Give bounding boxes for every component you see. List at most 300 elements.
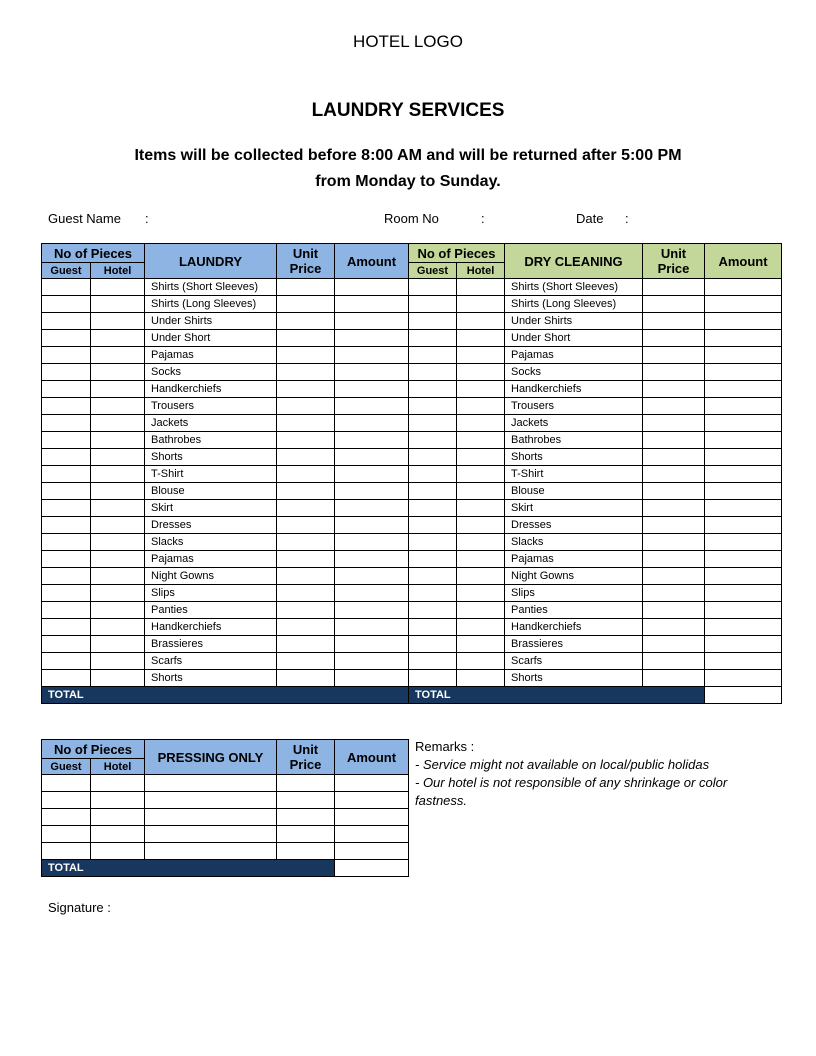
pressing-unit-price-cell[interactable] bbox=[277, 809, 335, 826]
laundry-item: Jackets bbox=[145, 415, 277, 432]
date-colon: : bbox=[625, 211, 629, 226]
pressing-total-text: TOTAL bbox=[48, 862, 84, 874]
dry-unit-price-cell[interactable] bbox=[643, 415, 705, 432]
dry-guest-cell[interactable] bbox=[409, 466, 457, 483]
dry-amount-cell[interactable] bbox=[705, 585, 782, 602]
laundry-unit-price-cell[interactable] bbox=[277, 568, 335, 585]
dry-unit-price-cell[interactable] bbox=[643, 466, 705, 483]
pressing-hotel-cell[interactable] bbox=[91, 809, 145, 826]
laundry-amount-cell[interactable] bbox=[335, 279, 409, 296]
dry-amount-cell[interactable] bbox=[705, 296, 782, 313]
remarks-line-2-text: - Our hotel is not responsible of any shrinkage or color bbox=[415, 775, 728, 790]
pressing-hotel-cell[interactable] bbox=[91, 792, 145, 809]
laundry-hotel-cell[interactable] bbox=[91, 381, 145, 398]
dry-hotel-cell[interactable] bbox=[457, 585, 505, 602]
dry-unit-price-cell[interactable] bbox=[643, 449, 705, 466]
table-row bbox=[42, 449, 782, 466]
dry-amount-cell[interactable] bbox=[705, 534, 782, 551]
laundry-hotel-cell[interactable] bbox=[91, 653, 145, 670]
subtitle bbox=[60, 143, 756, 195]
laundry-item: Panties bbox=[145, 602, 277, 619]
dry-item: Under Short bbox=[505, 330, 643, 347]
dry-hotel-cell[interactable] bbox=[457, 670, 505, 687]
laundry-item: Pajamas bbox=[145, 551, 277, 568]
pressing-amount-cell[interactable] bbox=[335, 826, 409, 843]
table-row bbox=[42, 364, 782, 381]
laundry-guest-cell[interactable] bbox=[42, 313, 91, 330]
laundry-amount-cell[interactable] bbox=[335, 466, 409, 483]
guest-name-colon: : bbox=[145, 211, 149, 226]
laundry-unit-price-cell[interactable] bbox=[277, 381, 335, 398]
dry-unit-price-cell[interactable] bbox=[643, 483, 705, 500]
dry-hotel-cell[interactable] bbox=[457, 381, 505, 398]
laundry-item: Trousers bbox=[145, 398, 277, 415]
hotel-logo: HOTEL LOGO bbox=[353, 32, 463, 51]
table-row bbox=[42, 398, 782, 415]
laundry-guest-cell[interactable] bbox=[42, 364, 91, 381]
pressing-unit-price-header bbox=[277, 740, 335, 775]
laundry-guest-cell[interactable] bbox=[42, 619, 91, 636]
laundry-guest-cell[interactable] bbox=[42, 653, 91, 670]
laundry-guest-cell[interactable] bbox=[42, 398, 91, 415]
laundry-guest-cell[interactable] bbox=[42, 432, 91, 449]
dry-hotel-header: Hotel bbox=[457, 263, 505, 279]
dry-item: Panties bbox=[505, 602, 643, 619]
laundry-hotel-cell[interactable] bbox=[91, 432, 145, 449]
dry-guest-cell[interactable] bbox=[409, 500, 457, 517]
laundry-hotel-cell[interactable] bbox=[91, 500, 145, 517]
dry-hotel-cell[interactable] bbox=[457, 602, 505, 619]
laundry-hotel-cell[interactable] bbox=[91, 483, 145, 500]
dry-unit-price-cell[interactable] bbox=[643, 670, 705, 687]
dry-hotel-cell[interactable] bbox=[457, 483, 505, 500]
dry-guest-cell[interactable] bbox=[409, 449, 457, 466]
dry-hotel-cell[interactable] bbox=[457, 534, 505, 551]
pressing-hotel-cell[interactable] bbox=[91, 826, 145, 843]
laundry-amount-cell[interactable] bbox=[335, 602, 409, 619]
laundry-amount-cell[interactable] bbox=[335, 585, 409, 602]
laundry-amount-cell[interactable] bbox=[335, 432, 409, 449]
pressing-item-cell[interactable] bbox=[145, 809, 277, 826]
dry-hotel-cell[interactable] bbox=[457, 415, 505, 432]
laundry-amount-cell[interactable] bbox=[335, 653, 409, 670]
laundry-hotel-cell[interactable] bbox=[91, 636, 145, 653]
dry-amount-cell[interactable] bbox=[705, 415, 782, 432]
pressing-guest-cell[interactable] bbox=[42, 826, 91, 843]
laundry-unit-price-cell[interactable] bbox=[277, 432, 335, 449]
dry-item: Shirts (Short Sleeves) bbox=[505, 279, 643, 296]
dry-unit-price-cell[interactable] bbox=[643, 432, 705, 449]
dry-amount-cell[interactable] bbox=[705, 347, 782, 364]
dry-amount-cell[interactable] bbox=[705, 517, 782, 534]
laundry-item: Shirts (Short Sleeves) bbox=[145, 279, 277, 296]
dry-guest-cell[interactable] bbox=[409, 330, 457, 347]
pressing-unit-price-cell[interactable] bbox=[277, 843, 335, 860]
laundry-hotel-cell[interactable] bbox=[91, 619, 145, 636]
dry-unit-price-cell[interactable] bbox=[643, 500, 705, 517]
dry-unit-price-cell[interactable] bbox=[643, 585, 705, 602]
dry-guest-cell[interactable] bbox=[409, 381, 457, 398]
laundry-price-label: Price bbox=[289, 261, 322, 276]
laundry-guest-cell[interactable] bbox=[42, 602, 91, 619]
pressing-table bbox=[41, 739, 409, 877]
laundry-amount-cell[interactable] bbox=[335, 534, 409, 551]
pressing-header: PRESSING ONLY bbox=[145, 740, 277, 775]
laundry-unit-price-cell[interactable] bbox=[277, 670, 335, 687]
pressing-amount-cell[interactable] bbox=[335, 843, 409, 860]
laundry-amount-cell[interactable] bbox=[335, 381, 409, 398]
laundry-guest-cell[interactable] bbox=[42, 466, 91, 483]
pressing-amount-cell[interactable] bbox=[335, 809, 409, 826]
pressing-item-cell[interactable] bbox=[145, 775, 277, 792]
laundry-guest-cell[interactable] bbox=[42, 483, 91, 500]
laundry-guest-cell[interactable] bbox=[42, 296, 91, 313]
dry-unit-price-cell[interactable] bbox=[643, 534, 705, 551]
dry-amount-cell[interactable] bbox=[705, 432, 782, 449]
laundry-hotel-cell[interactable] bbox=[91, 296, 145, 313]
table-row bbox=[42, 653, 782, 670]
dry-item: Brassieres bbox=[505, 636, 643, 653]
date-label: Date bbox=[576, 211, 604, 226]
laundry-hotel-cell[interactable] bbox=[91, 415, 145, 432]
dry-guest-cell[interactable] bbox=[409, 517, 457, 534]
dry-unit-price-cell[interactable] bbox=[643, 296, 705, 313]
dry-cleaning-header: DRY CLEANING bbox=[505, 244, 643, 279]
dry-item: Dresses bbox=[505, 517, 643, 534]
page-title: LAUNDRY SERVICES bbox=[311, 100, 505, 121]
laundry-unit-price-cell[interactable] bbox=[277, 279, 335, 296]
laundry-guest-cell[interactable] bbox=[42, 415, 91, 432]
dry-hotel-cell[interactable] bbox=[457, 296, 505, 313]
laundry-hotel-cell[interactable] bbox=[91, 398, 145, 415]
laundry-hotel-cell[interactable] bbox=[91, 330, 145, 347]
laundry-hotel-cell[interactable] bbox=[91, 534, 145, 551]
dry-hotel-cell[interactable] bbox=[457, 432, 505, 449]
dry-guest-cell[interactable] bbox=[409, 313, 457, 330]
pressing-total-amount[interactable] bbox=[335, 860, 409, 877]
pressing-hotel-cell[interactable] bbox=[91, 775, 145, 792]
subtitle-line-2: from Monday to Sunday. bbox=[315, 173, 501, 190]
laundry-item: Socks bbox=[145, 364, 277, 381]
dry-guest-cell[interactable] bbox=[409, 585, 457, 602]
laundry-hotel-cell[interactable] bbox=[91, 585, 145, 602]
dry-guest-cell[interactable] bbox=[409, 636, 457, 653]
dry-amount-cell[interactable] bbox=[705, 619, 782, 636]
laundry-guest-cell[interactable] bbox=[42, 568, 91, 585]
laundry-amount-cell[interactable] bbox=[335, 568, 409, 585]
laundry-item: Skirt bbox=[145, 500, 277, 517]
dry-amount-cell[interactable] bbox=[705, 636, 782, 653]
dry-item: Bathrobes bbox=[505, 432, 643, 449]
laundry-amount-cell[interactable] bbox=[335, 364, 409, 381]
laundry-amount-cell[interactable] bbox=[335, 500, 409, 517]
remarks bbox=[415, 738, 755, 810]
laundry-item: Handkerchiefs bbox=[145, 619, 277, 636]
dry-hotel-cell[interactable] bbox=[457, 636, 505, 653]
laundry-hotel-cell[interactable] bbox=[91, 313, 145, 330]
dry-hotel-cell[interactable] bbox=[457, 653, 505, 670]
laundry-item: Blouse bbox=[145, 483, 277, 500]
remarks-line-1 bbox=[415, 756, 755, 774]
room-no-colon: : bbox=[481, 211, 485, 226]
table-row bbox=[42, 551, 782, 568]
dry-guest-cell[interactable] bbox=[409, 602, 457, 619]
laundry-amount-cell[interactable] bbox=[335, 449, 409, 466]
laundry-guest-cell[interactable] bbox=[42, 500, 91, 517]
laundry-unit-price-cell[interactable] bbox=[277, 534, 335, 551]
laundry-guest-cell[interactable] bbox=[42, 534, 91, 551]
dry-amount-cell[interactable] bbox=[705, 364, 782, 381]
dry-amount-cell[interactable] bbox=[705, 381, 782, 398]
dry-hotel-cell[interactable] bbox=[457, 347, 505, 364]
pressing-amount-cell[interactable] bbox=[335, 775, 409, 792]
pressing-hotel-cell[interactable] bbox=[91, 843, 145, 860]
laundry-hotel-cell[interactable] bbox=[91, 602, 145, 619]
pressing-unit-label: Unit bbox=[292, 742, 319, 757]
laundry-amount-cell[interactable] bbox=[335, 313, 409, 330]
dry-hotel-cell[interactable] bbox=[457, 330, 505, 347]
laundry-item: Scarfs bbox=[145, 653, 277, 670]
laundry-guest-cell[interactable] bbox=[42, 279, 91, 296]
laundry-amount-cell[interactable] bbox=[335, 347, 409, 364]
laundry-unit-price-cell[interactable] bbox=[277, 585, 335, 602]
dry-item: Blouse bbox=[505, 483, 643, 500]
dry-hotel-cell[interactable] bbox=[457, 619, 505, 636]
dry-unit-price-cell[interactable] bbox=[643, 551, 705, 568]
laundry-guest-cell[interactable] bbox=[42, 585, 91, 602]
dry-amount-cell[interactable] bbox=[705, 653, 782, 670]
table-row bbox=[42, 568, 782, 585]
laundry-unit-price-cell[interactable] bbox=[277, 330, 335, 347]
laundry-item: Brassieres bbox=[145, 636, 277, 653]
laundry-unit-price-cell[interactable] bbox=[277, 449, 335, 466]
dry-hotel-cell[interactable] bbox=[457, 364, 505, 381]
dry-unit-price-cell[interactable] bbox=[643, 313, 705, 330]
table-row bbox=[42, 636, 782, 653]
dry-unit-price-cell[interactable] bbox=[643, 653, 705, 670]
laundry-hotel-cell[interactable] bbox=[91, 568, 145, 585]
laundry-amount-cell[interactable] bbox=[335, 619, 409, 636]
dry-unit-price-cell[interactable] bbox=[643, 398, 705, 415]
pressing-unit-price-cell[interactable] bbox=[277, 775, 335, 792]
dry-amount-cell[interactable] bbox=[705, 602, 782, 619]
laundry-item: Shorts bbox=[145, 670, 277, 687]
laundry-hotel-cell[interactable] bbox=[91, 347, 145, 364]
table-row bbox=[42, 619, 782, 636]
laundry-guest-cell[interactable] bbox=[42, 670, 91, 687]
laundry-unit-price-cell[interactable] bbox=[277, 483, 335, 500]
table-row bbox=[42, 279, 782, 296]
laundry-item: Dresses bbox=[145, 517, 277, 534]
pressing-guest-cell[interactable] bbox=[42, 792, 91, 809]
dry-item: Handkerchiefs bbox=[505, 619, 643, 636]
dry-hotel-cell[interactable] bbox=[457, 568, 505, 585]
dry-amount-cell[interactable] bbox=[705, 449, 782, 466]
laundry-amount-cell[interactable] bbox=[335, 636, 409, 653]
pressing-guest-cell[interactable] bbox=[42, 843, 91, 860]
dry-unit-price-cell[interactable] bbox=[643, 381, 705, 398]
dry-guest-cell[interactable] bbox=[409, 415, 457, 432]
table-row bbox=[42, 432, 782, 449]
pressing-item-cell[interactable] bbox=[145, 843, 277, 860]
dry-guest-cell[interactable] bbox=[409, 347, 457, 364]
dry-amount-cell[interactable] bbox=[705, 398, 782, 415]
dry-amount-cell[interactable] bbox=[705, 466, 782, 483]
laundry-dry-cleaning-table bbox=[41, 243, 782, 704]
dry-guest-cell[interactable] bbox=[409, 279, 457, 296]
remarks-line-1-text: - Service might not available on local/public holidas bbox=[415, 757, 710, 772]
laundry-item: Handkerchiefs bbox=[145, 381, 277, 398]
laundry-hotel-cell[interactable] bbox=[91, 279, 145, 296]
laundry-guest-cell[interactable] bbox=[42, 636, 91, 653]
laundry-hotel-cell[interactable] bbox=[91, 466, 145, 483]
pressing-price-label: Price bbox=[289, 757, 322, 772]
laundry-unit-price-cell[interactable] bbox=[277, 619, 335, 636]
laundry-guest-cell[interactable] bbox=[42, 381, 91, 398]
dry-unit-price-cell[interactable] bbox=[643, 568, 705, 585]
dry-unit-price-cell[interactable] bbox=[643, 602, 705, 619]
dry-guest-cell[interactable] bbox=[409, 432, 457, 449]
dry-unit-price-cell[interactable] bbox=[643, 364, 705, 381]
dry-unit-price-cell[interactable] bbox=[643, 347, 705, 364]
dry-guest-cell[interactable] bbox=[409, 653, 457, 670]
dry-unit-price-cell[interactable] bbox=[643, 636, 705, 653]
dry-guest-cell[interactable] bbox=[409, 364, 457, 381]
dry-guest-cell[interactable] bbox=[409, 483, 457, 500]
dry-unit-price-cell[interactable] bbox=[643, 330, 705, 347]
dry-amount-cell[interactable] bbox=[705, 500, 782, 517]
pressing-item-cell[interactable] bbox=[145, 826, 277, 843]
remarks-line-3 bbox=[415, 792, 755, 810]
dry-item: Handkerchiefs bbox=[505, 381, 643, 398]
pressing-unit-price-cell[interactable] bbox=[277, 792, 335, 809]
laundry-amount-cell[interactable] bbox=[335, 517, 409, 534]
laundry-hotel-cell[interactable] bbox=[91, 670, 145, 687]
dry-amount-cell[interactable] bbox=[705, 483, 782, 500]
dry-unit-label: Unit bbox=[660, 246, 687, 261]
dry-amount-cell[interactable] bbox=[705, 568, 782, 585]
laundry-hotel-header: Hotel bbox=[91, 263, 145, 279]
laundry-guest-cell[interactable] bbox=[42, 449, 91, 466]
dry-amount-cell[interactable] bbox=[705, 670, 782, 687]
laundry-guest-cell[interactable] bbox=[42, 330, 91, 347]
laundry-unit-price-cell[interactable] bbox=[277, 466, 335, 483]
laundry-unit-price-cell[interactable] bbox=[277, 347, 335, 364]
dry-unit-price-cell[interactable] bbox=[643, 619, 705, 636]
dry-guest-cell[interactable] bbox=[409, 296, 457, 313]
dry-price-label: Price bbox=[657, 261, 690, 276]
dry-hotel-cell[interactable] bbox=[457, 551, 505, 568]
dry-unit-price-cell[interactable] bbox=[643, 279, 705, 296]
table-row bbox=[42, 670, 782, 687]
pressing-guest-cell[interactable] bbox=[42, 809, 91, 826]
laundry-item: Bathrobes bbox=[145, 432, 277, 449]
dry-guest-cell[interactable] bbox=[409, 619, 457, 636]
dry-hotel-cell[interactable] bbox=[457, 279, 505, 296]
laundry-unit-price-cell[interactable] bbox=[277, 636, 335, 653]
laundry-amount-cell[interactable] bbox=[335, 296, 409, 313]
dry-guest-cell[interactable] bbox=[409, 568, 457, 585]
laundry-amount-cell[interactable] bbox=[335, 330, 409, 347]
laundry-item: Slacks bbox=[145, 534, 277, 551]
laundry-unit-price-cell[interactable] bbox=[277, 653, 335, 670]
laundry-unit-price-cell[interactable] bbox=[277, 602, 335, 619]
table-row bbox=[42, 296, 782, 313]
laundry-unit-price-cell[interactable] bbox=[277, 398, 335, 415]
laundry-unit-price-cell[interactable] bbox=[277, 364, 335, 381]
laundry-amount-cell[interactable] bbox=[335, 551, 409, 568]
laundry-hotel-cell[interactable] bbox=[91, 364, 145, 381]
dry-hotel-cell[interactable] bbox=[457, 466, 505, 483]
laundry-guest-cell[interactable] bbox=[42, 551, 91, 568]
laundry-hotel-cell[interactable] bbox=[91, 449, 145, 466]
table-row bbox=[42, 466, 782, 483]
laundry-amount-cell[interactable] bbox=[335, 483, 409, 500]
subtitle-line-1: Items will be collected before 8:00 AM and will be returned after 5:00 PM bbox=[134, 147, 682, 164]
dry-item: Shorts bbox=[505, 670, 643, 687]
dry-pieces-header: No of Pieces bbox=[409, 244, 505, 263]
dry-amount-cell[interactable] bbox=[705, 330, 782, 347]
laundry-unit-price-cell[interactable] bbox=[277, 551, 335, 568]
dry-guest-cell[interactable] bbox=[409, 551, 457, 568]
dry-hotel-cell[interactable] bbox=[457, 398, 505, 415]
laundry-unit-price-cell[interactable] bbox=[277, 415, 335, 432]
table-row bbox=[42, 809, 409, 826]
table-row bbox=[42, 517, 782, 534]
dry-amount-cell[interactable] bbox=[705, 551, 782, 568]
laundry-amount-cell[interactable] bbox=[335, 398, 409, 415]
dry-guest-cell[interactable] bbox=[409, 670, 457, 687]
laundry-amount-cell[interactable] bbox=[335, 415, 409, 432]
laundry-unit-price-cell[interactable] bbox=[277, 296, 335, 313]
dry-guest-cell[interactable] bbox=[409, 398, 457, 415]
laundry-unit-price-cell[interactable] bbox=[277, 313, 335, 330]
dry-guest-header: Guest bbox=[409, 263, 457, 279]
laundry-guest-cell[interactable] bbox=[42, 347, 91, 364]
laundry-item: Pajamas bbox=[145, 347, 277, 364]
laundry-item: Night Gowns bbox=[145, 568, 277, 585]
laundry-total-label bbox=[42, 687, 409, 704]
dry-unit-price-cell[interactable] bbox=[643, 517, 705, 534]
dry-guest-cell[interactable] bbox=[409, 534, 457, 551]
dry-amount-cell[interactable] bbox=[705, 279, 782, 296]
laundry-unit-price-cell[interactable] bbox=[277, 500, 335, 517]
laundry-amount-cell[interactable] bbox=[335, 670, 409, 687]
dry-total-amount[interactable] bbox=[705, 687, 782, 704]
dry-item: Night Gowns bbox=[505, 568, 643, 585]
dry-item: Socks bbox=[505, 364, 643, 381]
dry-hotel-cell[interactable] bbox=[457, 313, 505, 330]
laundry-hotel-cell[interactable] bbox=[91, 551, 145, 568]
dry-amount-cell[interactable] bbox=[705, 313, 782, 330]
laundry-unit-price-cell[interactable] bbox=[277, 517, 335, 534]
dry-hotel-cell[interactable] bbox=[457, 517, 505, 534]
table-row bbox=[42, 381, 782, 398]
laundry-hotel-cell[interactable] bbox=[91, 517, 145, 534]
dry-item: Jackets bbox=[505, 415, 643, 432]
laundry-header: LAUNDRY bbox=[145, 244, 277, 279]
pressing-unit-price-cell[interactable] bbox=[277, 826, 335, 843]
dry-hotel-cell[interactable] bbox=[457, 449, 505, 466]
pressing-item-cell[interactable] bbox=[145, 792, 277, 809]
table-row bbox=[42, 313, 782, 330]
pressing-amount-cell[interactable] bbox=[335, 792, 409, 809]
pressing-guest-cell[interactable] bbox=[42, 775, 91, 792]
dry-hotel-cell[interactable] bbox=[457, 500, 505, 517]
laundry-guest-cell[interactable] bbox=[42, 517, 91, 534]
table-row bbox=[42, 534, 782, 551]
dry-item: Slips bbox=[505, 585, 643, 602]
